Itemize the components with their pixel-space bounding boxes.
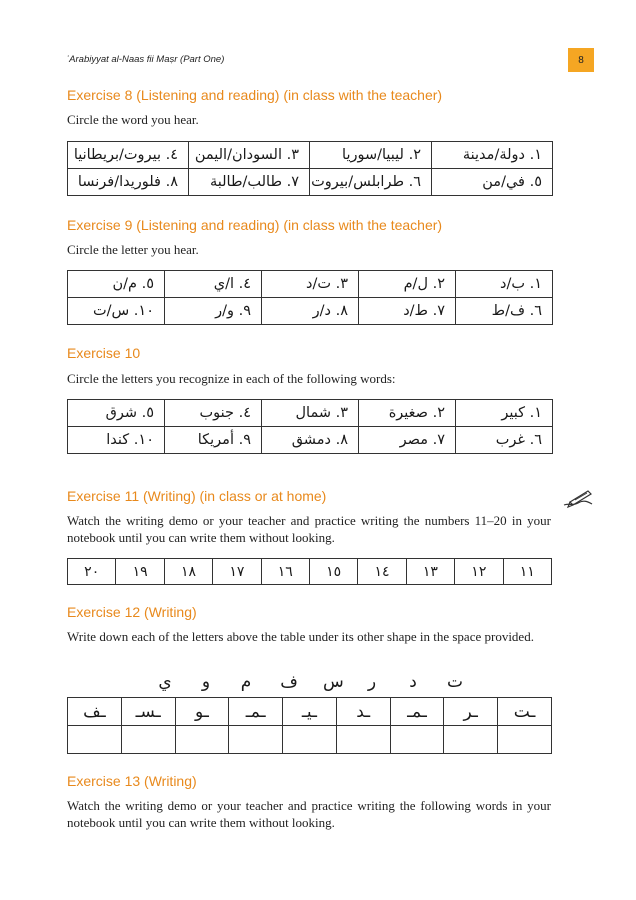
number-cell: ١٥ [309,559,357,585]
table-cell[interactable]: ١٠. كندا [68,427,165,454]
number-cell: ١٢ [455,559,503,585]
exercise-12-shape-table [67,697,552,754]
table-cell[interactable]: ٤. ا/ي [165,271,262,298]
shape-cell: ـسـ [121,698,175,726]
number-cell: ١٧ [213,559,261,585]
answer-cell[interactable] [229,726,283,754]
exercise-13-heading: Exercise 13 (Writing) [67,773,197,789]
number-cell: ٢٠ [68,559,116,585]
table-row [68,169,553,196]
shape-cell: ـمـ [229,698,283,726]
exercise-11-instruction: Watch the writing demo or your teacher and practice writing the numbers 11–20 in your notebook until you can write them without looking. [67,513,551,545]
table-row [68,400,553,427]
letter: س [323,672,344,692]
exercise-13-instruction: Watch the writing demo or your teacher and practice writing the following words in your notebook until you can write them without looking. [67,798,551,830]
shape-cell: ـد [336,698,390,726]
table-cell[interactable]: ٩. أمريكا [165,427,262,454]
table-cell[interactable]: ١. ب/د [456,271,553,298]
table-cell[interactable]: ٦. طرابلس/بيروت [310,169,432,196]
table-cell[interactable]: ٦. غرب [456,427,553,454]
exercise-10-table [67,399,553,454]
table-cell[interactable]: ٥. م/ن [68,271,165,298]
table-cell[interactable]: ٩. و/ر [165,298,262,325]
number-cell: ١١ [503,559,551,585]
letter-row [0,672,636,694]
exercise-10-instruction: Circle the letters you recognize in each of the following words: [67,371,396,386]
shape-cell: ـيـ [283,698,337,726]
table-cell[interactable]: ٨. فلوريدا/فرنسا [68,169,189,196]
table-cell[interactable]: ٥. في/من [432,169,553,196]
shape-cell: ـمـ [390,698,444,726]
table-cell[interactable]: ١٠. س/ت [68,298,165,325]
letter: م [240,672,252,692]
exercise-11-heading: Exercise 11 (Writing) (in class or at home) [67,488,327,504]
table-cell[interactable]: ٧. طالب/طالبة [189,169,310,196]
exercise-8-table [67,141,553,196]
letter: و [201,672,211,692]
answer-row [68,726,552,754]
letter: ت [446,672,463,692]
table-cell[interactable]: ٤. جنوب [165,400,262,427]
shape-cell: ـر [444,698,498,726]
table-cell[interactable]: ١. دولة/مدينة [432,142,553,169]
answer-cell[interactable] [444,726,498,754]
letter: د [409,672,417,692]
table-cell[interactable]: ٣. شمال [262,400,359,427]
answer-cell[interactable] [175,726,229,754]
table-cell[interactable]: ١. كبير [456,400,553,427]
table-row [68,698,552,726]
exercise-11-number-table [67,558,552,585]
answer-cell[interactable] [283,726,337,754]
exercise-9-table [67,270,553,325]
letter: ر [367,672,377,692]
answer-cell[interactable] [336,726,390,754]
table-cell[interactable]: ٢. ليبيا/سوريا [310,142,432,169]
table-row [68,298,553,325]
answer-cell[interactable] [68,726,122,754]
table-cell[interactable]: ٢. ل/م [359,271,456,298]
exercise-9-instruction: Circle the letter you hear. [67,242,199,257]
shape-cell: ـو [175,698,229,726]
table-row [68,142,553,169]
exercise-10-heading: Exercise 10 [67,345,141,361]
page-number: 8 [568,48,594,72]
table-cell[interactable]: ٣. ت/د [262,271,359,298]
exercise-8-instruction: Circle the word you hear. [67,112,199,127]
number-cell: ١٩ [116,559,164,585]
table-cell[interactable]: ٧. ط/د [359,298,456,325]
table-cell[interactable]: ٧. مصر [359,427,456,454]
number-cell: ١٦ [261,559,309,585]
answer-cell[interactable] [121,726,175,754]
table-row [68,559,552,585]
exercise-8-heading: Exercise 8 (Listening and reading) (in class with the teacher) [67,87,443,103]
table-cell[interactable]: ٨. دمشق [262,427,359,454]
answer-cell[interactable] [390,726,444,754]
table-cell[interactable]: ٢. صغيرة [359,400,456,427]
pen-writing-icon [561,488,595,510]
number-cell: ١٤ [358,559,406,585]
running-head: ʿArabiyyat al-Naas fii Maṣr (Part One) [66,54,225,65]
table-cell[interactable]: ٨. د/ر [262,298,359,325]
exercise-12-instruction: Write down each of the letters above the table under its other shape in the space provided. [67,629,534,644]
table-cell[interactable]: ٥. شرق [68,400,165,427]
letter: ف [280,672,298,692]
table-cell[interactable]: ٦. ف/ط [456,298,553,325]
table-row [68,271,553,298]
shape-cell: ـف [68,698,122,726]
answer-cell[interactable] [498,726,552,754]
table-cell[interactable]: ٤. بيروت/بريطانيا [68,142,189,169]
number-cell: ١٨ [164,559,212,585]
exercise-9-heading: Exercise 9 (Listening and reading) (in class with the teacher) [67,217,443,233]
exercise-12-heading: Exercise 12 (Writing) [67,604,197,620]
letter: ي [158,672,172,692]
table-cell[interactable]: ٣. السودان/اليمن [189,142,310,169]
table-row [68,427,553,454]
number-cell: ١٣ [406,559,454,585]
shape-cell: ـت [498,698,552,726]
